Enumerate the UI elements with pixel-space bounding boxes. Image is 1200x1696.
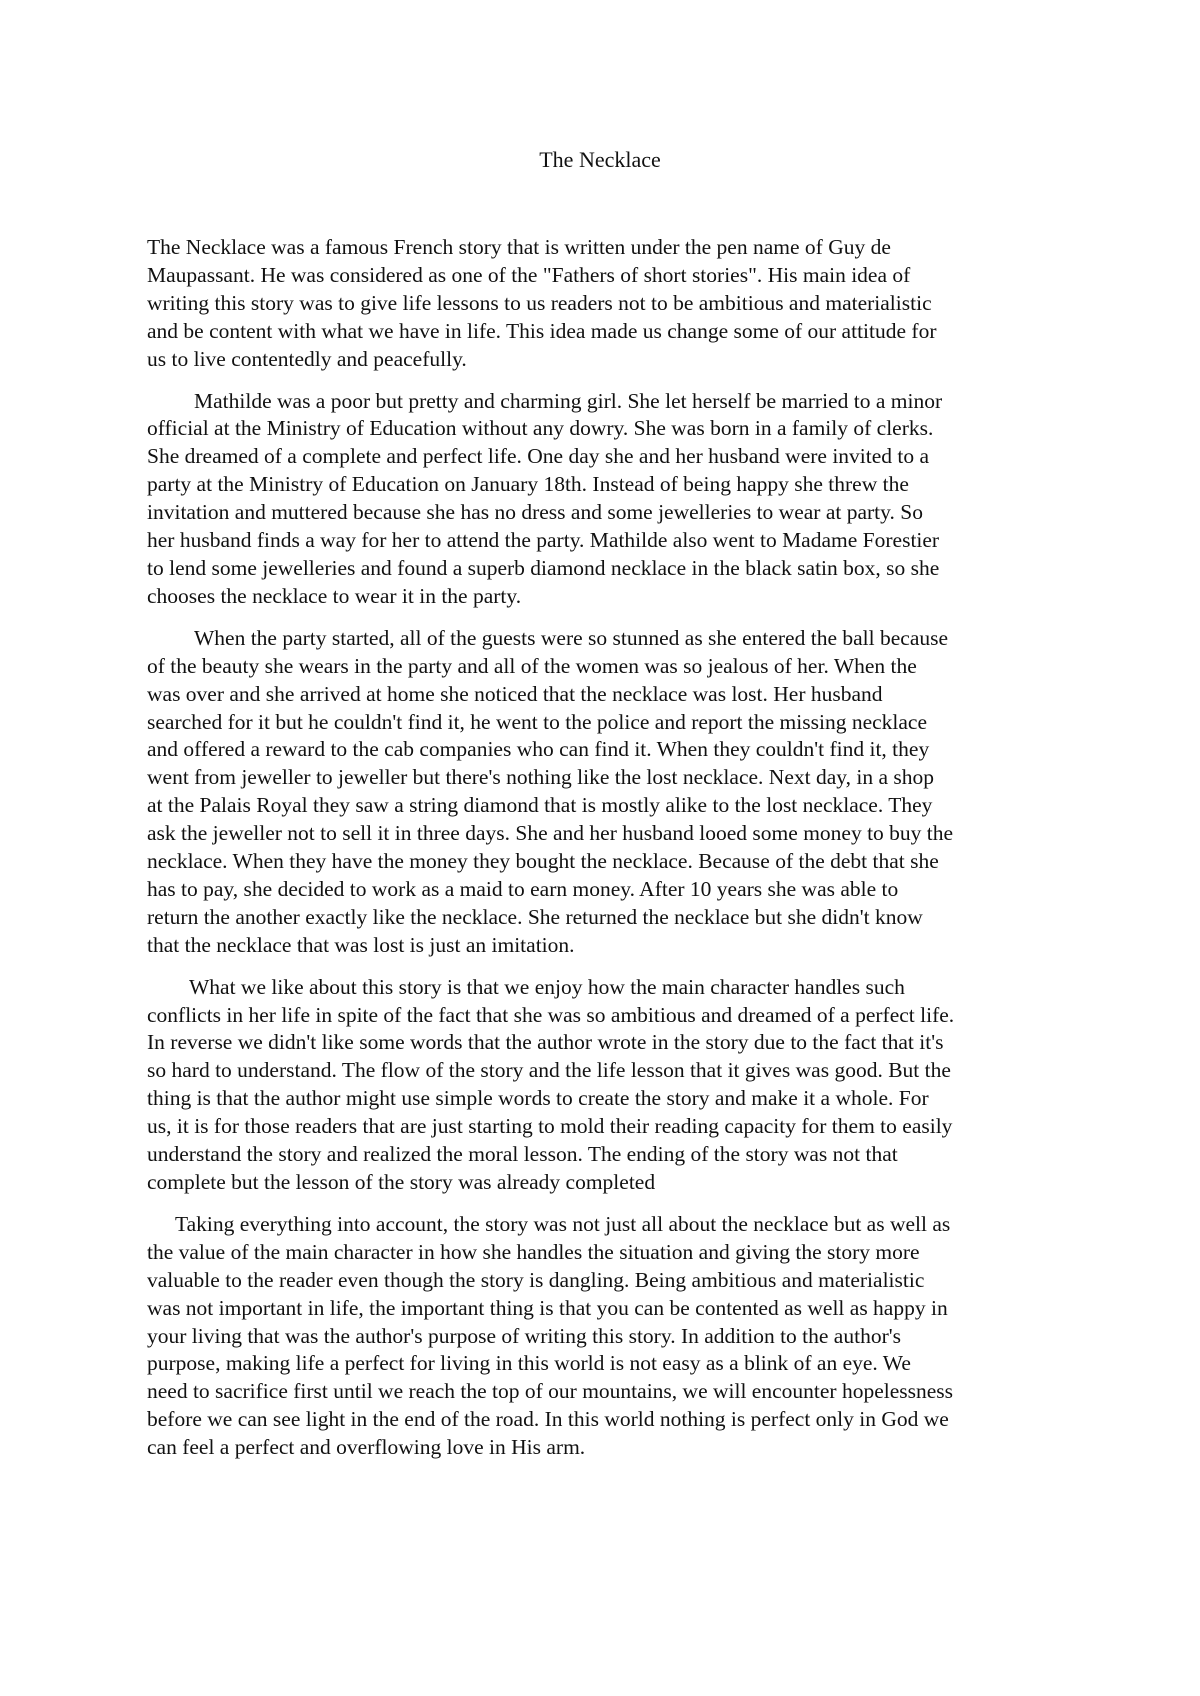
text-line: so hard to understand. The flow of the story and the life lesson that it gives was good. But the xyxy=(147,1058,951,1083)
text-line: She dreamed of a complete and perfect life. One day she and her husband were invited to a xyxy=(147,444,930,469)
text-line: Maupassant. He was considered as one of the "Fathers of short stories". His main idea of xyxy=(147,262,911,287)
text-line: complete but the lesson of the story was already completed xyxy=(147,1170,656,1194)
text-line: ask the jeweller not to sell it in three days. She and her husband looed some money to buy the xyxy=(147,821,954,846)
text-line-content: When the party started, all of the guests were so stunned as she entered the ball because xyxy=(194,625,949,650)
text-line-content: What we like about this story is that we enjoy how the main character handles such xyxy=(189,974,905,999)
text-line: return the another exactly like the necklace. She returned the necklace but she didn't know xyxy=(147,904,923,929)
paragraph-intro xyxy=(147,234,1072,374)
text-line: writing this story was to give life lessons to us readers not to be ambitious and materialistic xyxy=(147,290,932,315)
text-line: her husband finds a way for her to attend the party. Mathilde also went to Madame Forestier xyxy=(147,528,940,553)
text-line: has to pay, she decided to work as a maid to earn money. After 10 years she was able to xyxy=(147,876,899,901)
text-line: conflicts in her life in spite of the fact that she was so ambitious and dreamed of a perfect life. xyxy=(147,1002,955,1027)
text-line: can feel a perfect and overflowing love in His arm. xyxy=(147,1435,586,1460)
text-line: searched for it but he couldn't find it, he went to the police and report the missing necklace xyxy=(147,709,928,734)
text-line: to lend some jewelleries and found a superb diamond necklace in the black satin box, so she xyxy=(147,555,940,580)
paragraph-opinion xyxy=(147,974,1072,1197)
text-line: party at the Ministry of Education on January 18th. Instead of being happy she threw the xyxy=(147,472,909,497)
text-line: understand the story and realized the moral lesson. The ending of the story was not that xyxy=(147,1142,898,1167)
text-line: that the necklace that was lost is just an imitation. xyxy=(147,932,575,957)
text-line: at the Palais Royal they saw a string diamond that is mostly alike to the lost necklace. They xyxy=(147,793,933,818)
text-line: the value of the main character in how she handles the situation and giving the story more xyxy=(147,1239,920,1264)
document-title: The Necklace xyxy=(539,147,661,172)
text-line xyxy=(147,388,1072,416)
text-line: us to live contentedly and peacefully. xyxy=(147,346,467,371)
text-line: valuable to the reader even though the story is dangling. Being ambitious and materialistic xyxy=(147,1267,925,1292)
text-line: was not important in life, the important thing is that you can be contented as well as happy in xyxy=(147,1295,948,1320)
text-line: need to sacrifice first until we reach the top of our mountains, we will encounter hopelessness xyxy=(147,1379,954,1404)
text-line: chooses the necklace to wear it in the party. xyxy=(147,583,522,608)
paragraph-mathilde xyxy=(147,388,1072,611)
text-line-content: Taking everything into account, the story was not just all about the necklace but as well as xyxy=(175,1211,951,1236)
text-line xyxy=(147,1211,1072,1239)
text-line: your living that was the author's purpose of writing this story. In addition to the author's xyxy=(147,1323,901,1348)
text-line: invitation and muttered because she has no dress and some jewelleries to wear at party. So xyxy=(147,500,923,525)
text-line: purpose, making life a perfect for living in this world is not easy as a blink of an eye. We xyxy=(147,1351,911,1376)
paragraph-party xyxy=(147,625,1072,960)
text-line: official at the Ministry of Education without any dowry. She was born in a family of clerks. xyxy=(147,416,934,441)
text-line: went from jeweller to jeweller but there's nothing like the lost necklace. Next day, in a shop xyxy=(147,765,934,790)
text-line xyxy=(147,974,1072,1002)
text-line: thing is that the author might use simple words to create the story and make it a whole. For xyxy=(147,1086,929,1111)
text-line: us, it is for those readers that are just starting to mold their reading capacity for them to easily xyxy=(147,1114,953,1139)
text-line: and be content with what we have in life. This idea made us change some of our attitude for xyxy=(147,318,937,343)
document-body xyxy=(147,234,1072,1462)
text-line: In reverse we didn't like some words that the author wrote in the story due to the fact that it's xyxy=(147,1030,944,1055)
text-line: was over and she arrived at home she noticed that the necklace was lost. Her husband xyxy=(147,681,883,706)
text-line: of the beauty she wears in the party and all of the women was so jealous of her. When the xyxy=(147,653,917,678)
text-line xyxy=(147,625,1072,653)
text-line: The Necklace was a famous French story that is written under the pen name of Guy de xyxy=(147,235,891,259)
paragraph-conclusion xyxy=(147,1211,1072,1462)
text-line: and offered a reward to the cab companies who can find it. When they couldn't find it, they xyxy=(147,737,930,762)
text-line: before we can see light in the end of the road. In this world nothing is perfect only in God we xyxy=(147,1407,949,1432)
text-line: necklace. When they have the money they bought the necklace. Because of the debt that she xyxy=(147,849,939,874)
text-line-content: Mathilde was a poor but pretty and charming girl. She let herself be married to a minor xyxy=(194,388,943,413)
